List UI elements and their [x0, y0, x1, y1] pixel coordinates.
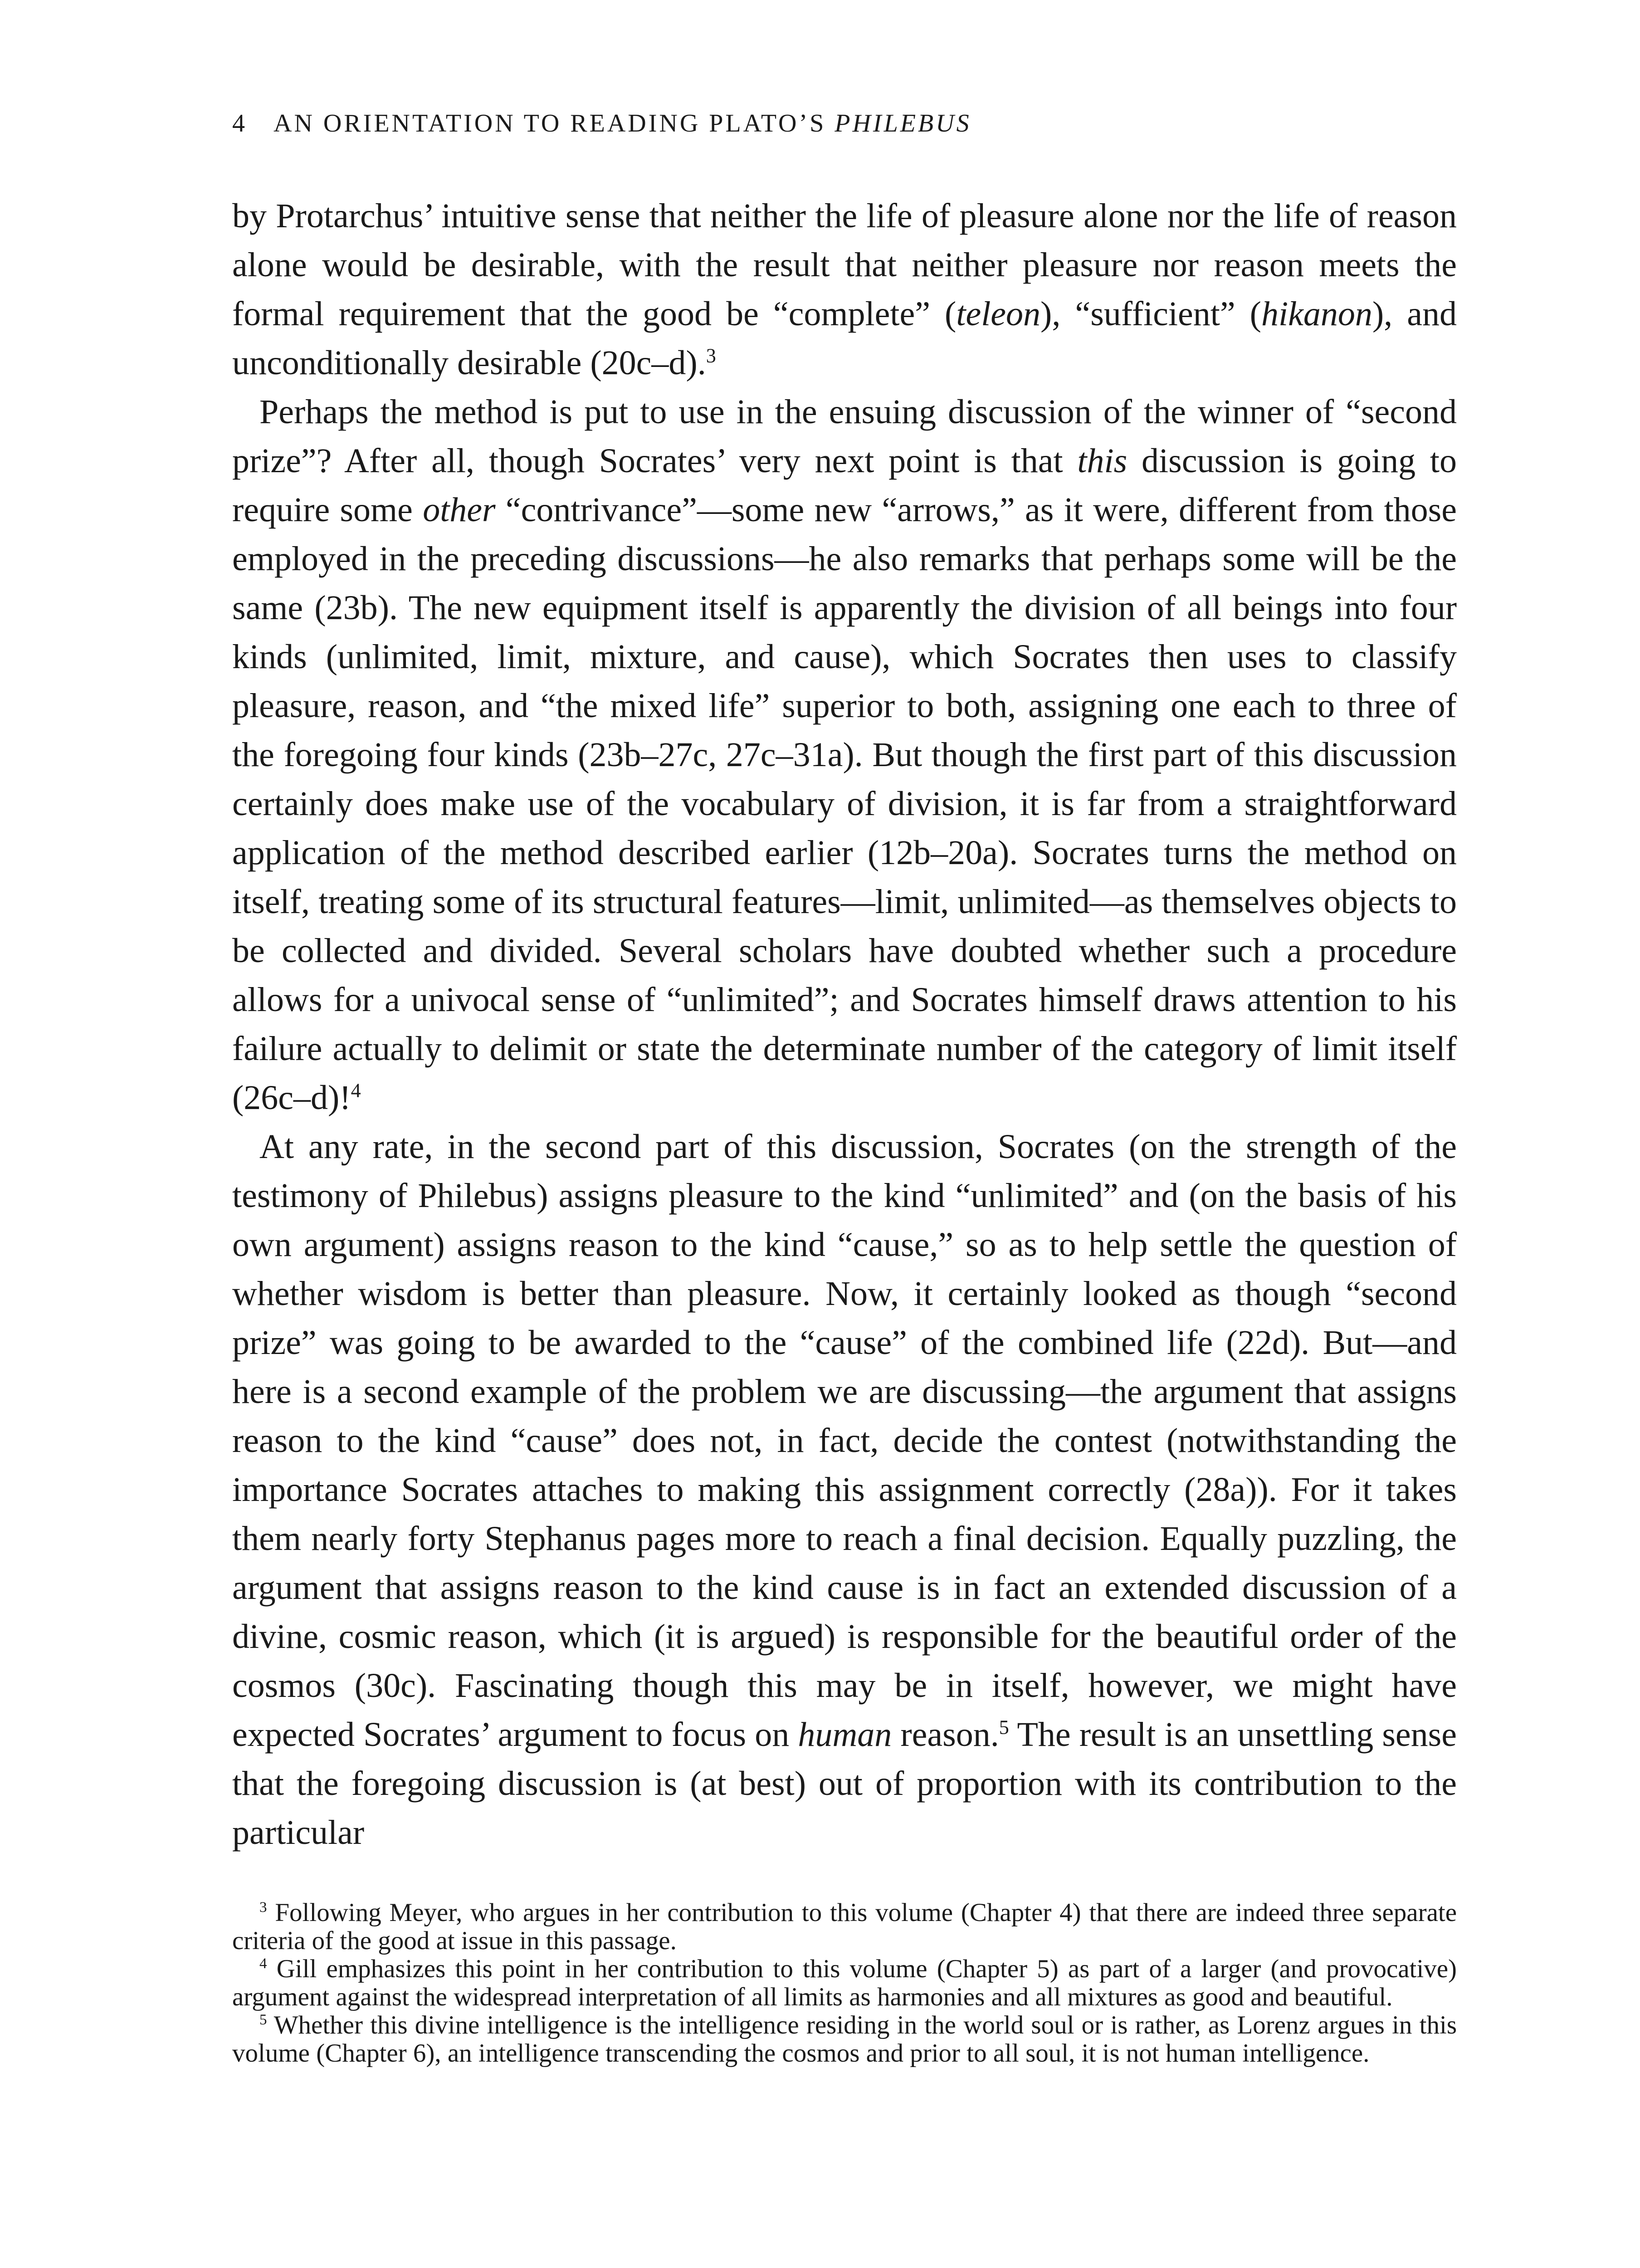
text-run: discussion is going to require some: [232, 442, 1457, 529]
footnote-marker: 3: [259, 1899, 267, 1916]
body-text: [232, 191, 1457, 1857]
italic-term: teleon: [956, 295, 1041, 333]
footnote-4: [232, 1955, 1457, 2011]
text-run: ), “sufficient” (: [1040, 295, 1261, 333]
footnote-3: [232, 1899, 1457, 1955]
running-head: [232, 109, 1457, 138]
italic-term: human: [798, 1716, 892, 1754]
text-run: The result is an unsettling sense that the foregoing discussion is (at best) out of proportion with its contribution to the particular: [232, 1716, 1457, 1852]
footnote-text: Whether this divine intelligence is the intelligence residing in the world soul or is rather, as Lorenz argues in this volume (Chapter 6), an intelligence transcending the cosmos and prior to all soul, it is not human intelligence.: [232, 2011, 1457, 2068]
paragraph-3: [232, 1122, 1457, 1857]
footnote-marker: 5: [259, 2012, 267, 2028]
footnote-text: Following Meyer, who argues in her contribution to this volume (Chapter 4) that there are indeed three separate criteria of the good at issue in this passage.: [232, 1898, 1457, 1955]
footnote-5: [232, 2011, 1457, 2068]
italic-term: this: [1077, 442, 1128, 480]
text-run: reason.: [892, 1716, 999, 1754]
running-head-title-text: AN ORIENTATION TO READING PLATO’S: [273, 109, 826, 137]
text-run: At any rate, in the second part of this discussion, Socrates (on the strength of the testimony of Philebus) assigns pleasure to the kind “unlimited” and (on the basis of his own argument) assigns reason to the kind “cause,” so as to help settle the question of whether wisdom is better than pleasure. Now, it certainly looked as though “second prize” was going to be awarded to the “cause” of the combined life (22d). But—and here is a second example of the problem we are discussing—the argument that assigns reason to the kind “cause” does not, in fact, decide the contest (notwithstanding the importance Socrates attaches to making this assignment correctly (28a)). For it takes them nearly forty Stephanus pages more to reach a final decision. Equally puzzling, the argument that assigns reason to the kind cause is in fact an extended discussion of a divine, cosmic reason, which (it is argued) is responsible for the beautiful order of the cosmos (30c). Fascinating though this may be in itself, however, we might have expected Socrates’ argument to focus on: [232, 1128, 1457, 1754]
running-head-title-italic: PHILEBUS: [835, 109, 971, 137]
italic-term: hikanon: [1261, 295, 1372, 333]
footnote-marker: 4: [259, 1955, 267, 1972]
footnotes: [232, 1899, 1457, 2068]
text-run: “contrivance”—some new “arrows,” as it were, different from those employed in the preceding discussions—he also remarks that perhaps some will be the same (23b). The new equipment itself is apparently the division of all beings into four kinds (unlimited, limit, mixture, and cause), which Socrates then uses to classify pleasure, reason, and “the mixed life” superior to both, assigning one each to three of the foregoing four kinds (23b–27c, 27c–31a). But though the first part of this discussion certainly does make use of the vocabulary of division, it is far from a straightforward application of the method described earlier (12b–20a). Socrates turns the method on itself, treating some of its structural features—limit, unlimited—as themselves objects to be collected and divided. Several scholars have doubted whether such a procedure allows for a univocal sense of “unlimited”; and Socrates himself draws attention to his failure actually to delimit or state the determinate number of the category of limit itself (26c–d)!: [232, 491, 1457, 1117]
book-page: [232, 109, 1457, 2068]
footnote-ref: 3: [706, 344, 716, 367]
footnote-ref: 5: [999, 1716, 1009, 1739]
footnote-ref: 4: [351, 1079, 361, 1102]
page-number: 4: [232, 109, 245, 137]
footnote-text: Gill emphasizes this point in her contribution to this volume (Chapter 5) as part of a larger (and provocative) argument against the widespread interpretation of all limits as harmonies and all mixtures as good and beautiful.: [232, 1955, 1457, 2011]
paragraph-1: [232, 191, 1457, 387]
italic-term: other: [423, 491, 496, 529]
text-run: ), and unconditionally desirable (20c–d).: [232, 295, 1457, 382]
text-run: by Protarchus’ intuitive sense that neither the life of pleasure alone nor the life of reason alone would be desirable, with the result that neither pleasure nor reason meets the formal requirement that the good be “complete” (: [232, 197, 1457, 333]
paragraph-2: [232, 387, 1457, 1122]
text-run: Perhaps the method is put to use in the ensuing discussion of the winner of “second prize”? After all, though Socrates’ very next point is that: [232, 393, 1457, 480]
running-head-title: [273, 109, 971, 137]
